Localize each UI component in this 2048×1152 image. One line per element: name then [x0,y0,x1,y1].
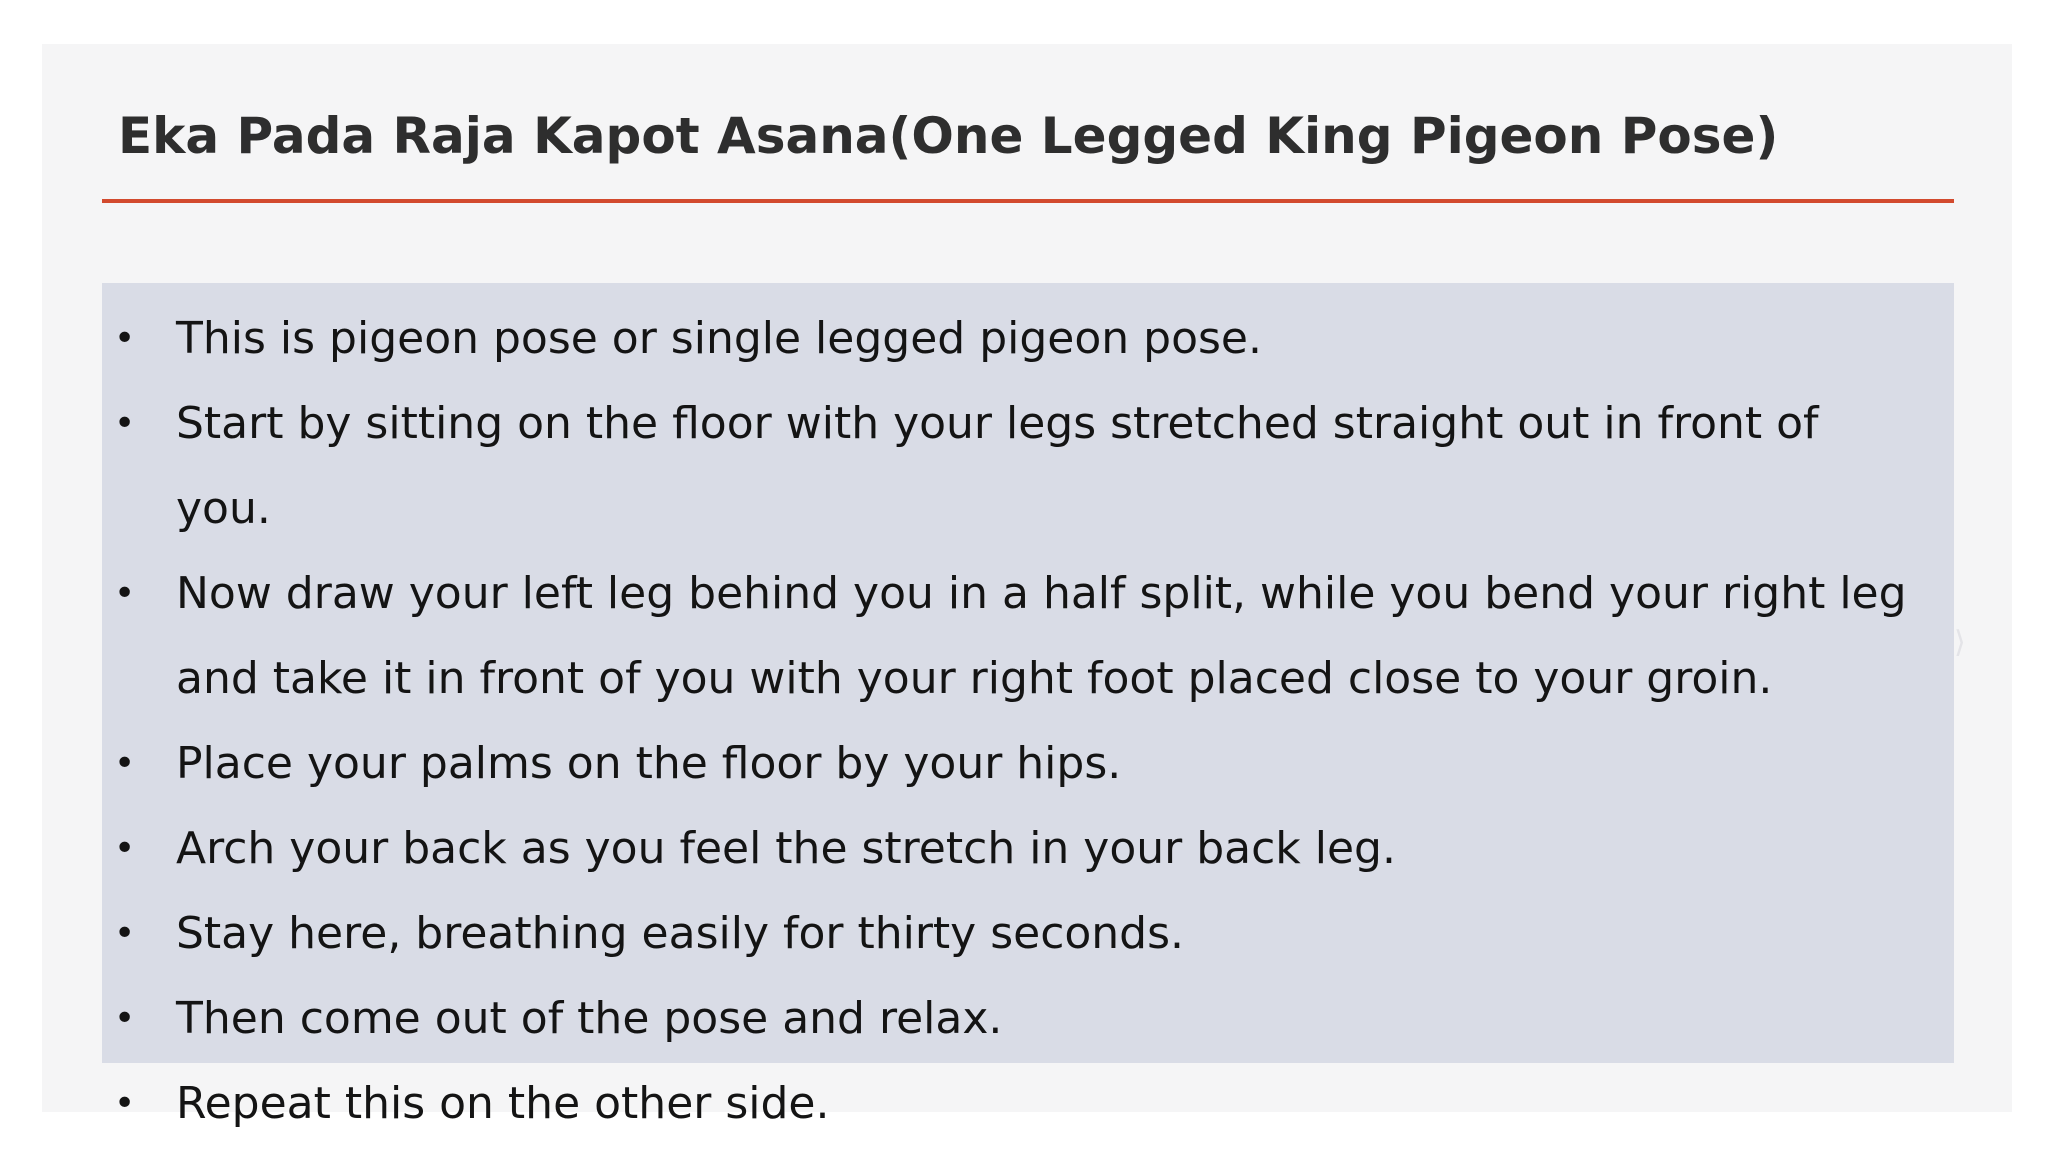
slide-title: Eka Pada Raja Kapot Asana(One Legged King Pigeon Pose) [118,107,1779,165]
list-item [102,976,1954,1061]
list-item-text: Now draw your left leg behind you in a half split, while you bend your right leg and take it in front of you with your right foot placed close to your groin. [176,568,1907,704]
list-item-text: Start by sitting on the floor with your legs stretched straight out in front of you. [176,398,1819,534]
bullet-icon: • [114,913,136,954]
list-item-text: Repeat this on the other side. [176,1078,830,1129]
bullet-icon: • [114,1083,136,1124]
list-item-text: Arch your back as you feel the stretch in your back leg. [176,823,1396,874]
bullet-icon: • [114,573,136,614]
list-item [102,891,1954,976]
list-item-text: Then come out of the pose and relax. [176,993,1003,1044]
bullet-list [102,296,1954,1146]
bullet-icon: • [114,743,136,784]
list-item [102,296,1954,381]
list-item [102,806,1954,891]
next-arrow-icon[interactable]: ⟩ [1954,625,1966,660]
list-item [102,1061,1954,1146]
title-underline [102,199,1954,203]
list-item [102,721,1954,806]
list-item-text: Place your palms on the floor by your hips. [176,738,1122,789]
list-item-text: Stay here, breathing easily for thirty seconds. [176,908,1185,959]
list-item [102,551,1954,721]
bullet-icon: • [114,998,136,1039]
bullet-icon: • [114,828,136,869]
bullet-icon: • [114,318,136,359]
list-item [102,381,1954,551]
bullet-icon: • [114,403,136,444]
list-item-text: This is pigeon pose or single legged pigeon pose. [176,313,1262,364]
